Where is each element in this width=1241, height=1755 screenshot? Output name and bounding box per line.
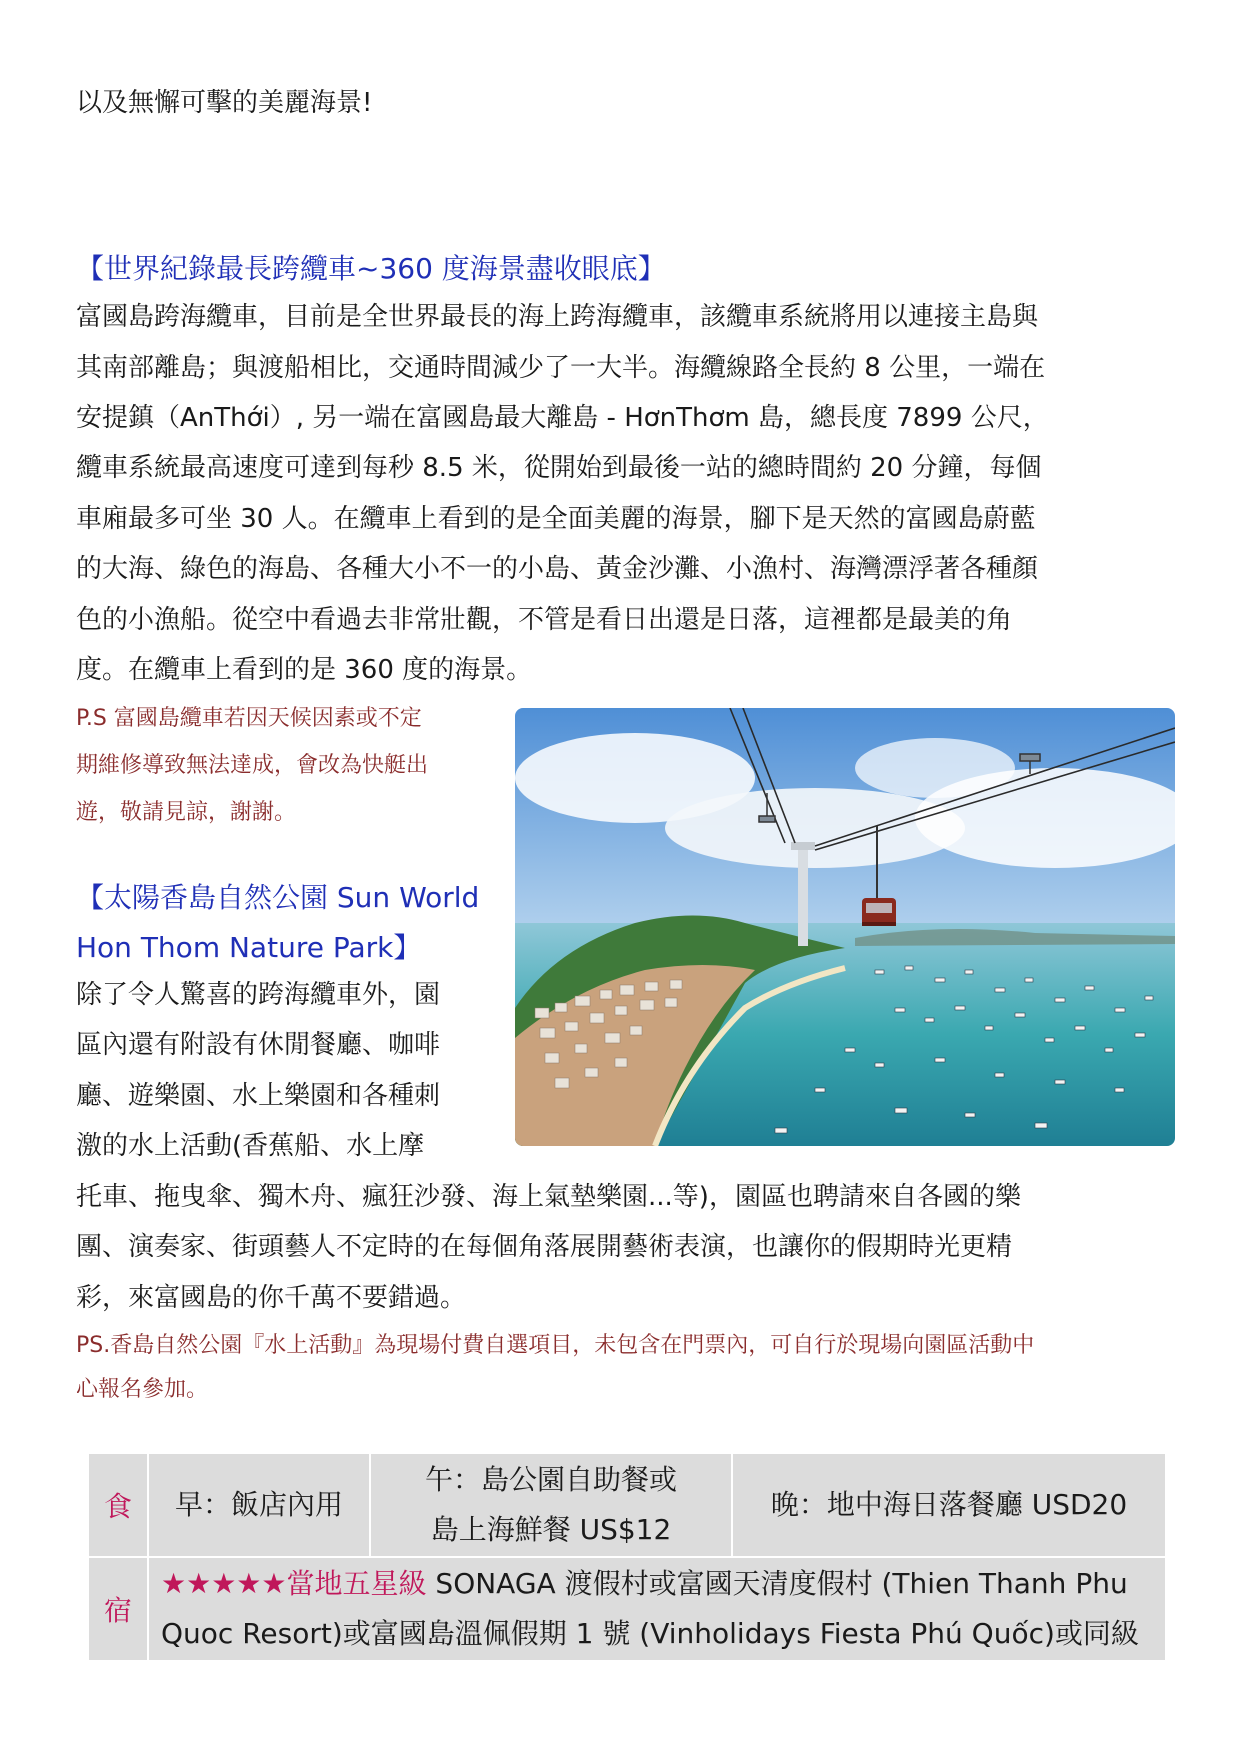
paragraph-line: 安提鎮（AnThới）, 另一端在富國島最大離島 - HơnThơm 島，總長度 7899 公尺， — [76, 403, 1049, 433]
note-line: P.S 富國島纜車若因天候因素或不定 — [76, 706, 422, 731]
breakfast-cell: 早：飯店內用 — [148, 1453, 370, 1557]
park-title-line: Hon Thom Nature Park】 — [76, 931, 422, 964]
meals-label: 食 — [88, 1453, 148, 1557]
note-line: PS.香島自然公園『水上活動』為現場付費自選項目，未包含在門票內，可自行於現場向園區活動中 — [76, 1333, 1035, 1358]
note-line: 心報名參加。 — [76, 1377, 209, 1402]
paragraph-line: 富國島跨海纜車，目前是全世界最長的海上跨海纜車，該纜車系統將用以連接主島與 — [76, 302, 1039, 332]
intro-tail: 以及無懈可擊的美麗海景! — [76, 88, 373, 118]
paragraph-line: 托車、拖曳傘、獨木舟、瘋狂沙發、海上氣墊樂園...等)，園區也聘請來自各國的樂 — [76, 1182, 1021, 1212]
dinner-cell: 晚：地中海日落餐廳 USD20 — [732, 1453, 1166, 1557]
lunch-cell — [370, 1453, 732, 1557]
lodging-cell — [148, 1557, 1166, 1661]
paragraph-line: 除了令人驚喜的跨海纜車外，園 — [76, 980, 441, 1010]
meals-lodging-table — [87, 1452, 1167, 1662]
lunch-line: 午：島公園自助餐或 — [424, 1463, 677, 1496]
paragraph-line: 車廂最多可坐 30 人。在纜車上看到的是全面美麗的海景，腳下是天然的富國島蔚藍 — [76, 504, 1036, 534]
park-title-line: 【太陽香島自然公園 Sun World — [76, 881, 480, 914]
lodging-row — [88, 1557, 1166, 1661]
lodging-line — [161, 1559, 1164, 1609]
paragraph-line: 激的水上活動(香蕉船、水上摩 — [76, 1131, 425, 1161]
meals-row — [88, 1453, 1166, 1557]
paragraph-line: 其南部離島；與渡船相比，交通時間減少了一大半。海纜線路全長約 8 公里，一端在 — [76, 353, 1046, 383]
cable-car-title: 【世界紀錄最長跨纜車~360 度海景盡收眼底】 — [76, 252, 666, 285]
paragraph-line: 色的小漁船。從空中看過去非常壯觀，不管是看日出還是日落，這裡都是最美的角 — [76, 605, 1013, 635]
paragraph-line: 纜車系統最高速度可達到每秒 8.5 米，從開始到最後一站的總時間約 20 分鐘，每個 — [76, 453, 1042, 483]
paragraph-line: 廳、遊樂園、水上樂園和各種刺 — [76, 1081, 441, 1111]
paragraph-line: 團、演奏家、街頭藝人不定時的在每個角落展開藝術表演，也讓你的假期時光更精 — [76, 1232, 1013, 1262]
hotel-text: SONAGA 渡假村或富國天清度假村 (Thien Thanh Phu — [426, 1567, 1128, 1600]
lodging-line: Quoc Resort)或富國島溫佩假期 1 號 (Vinholidays Fiesta Phú Quốc)或同級 — [161, 1617, 1139, 1650]
paragraph-line: 度。在纜車上看到的是 360 度的海景。 — [76, 655, 533, 685]
hotel-stars: ★★★★★當地五星級 — [161, 1567, 427, 1600]
note-line: 期維修導致無法達成，會改為快艇出 — [76, 753, 429, 778]
paragraph-line: 彩，來富國島的你千萬不要錯過。 — [76, 1283, 467, 1313]
paragraph-line: 區內還有附設有休閒餐廳、咖啡 — [76, 1030, 441, 1060]
lunch-line: 島上海鮮餐 US$12 — [430, 1513, 672, 1546]
lodging-label: 宿 — [88, 1557, 148, 1661]
cable-car-illustration — [515, 708, 1175, 1146]
note-line: 遊，敬請見諒，謝謝。 — [76, 800, 297, 825]
paragraph-line: 的大海、綠色的海島、各種大小不一的小島、黃金沙灘、小漁村、海灣漂浮著各種顏 — [76, 554, 1039, 584]
cable-car-photo — [515, 708, 1175, 1146]
